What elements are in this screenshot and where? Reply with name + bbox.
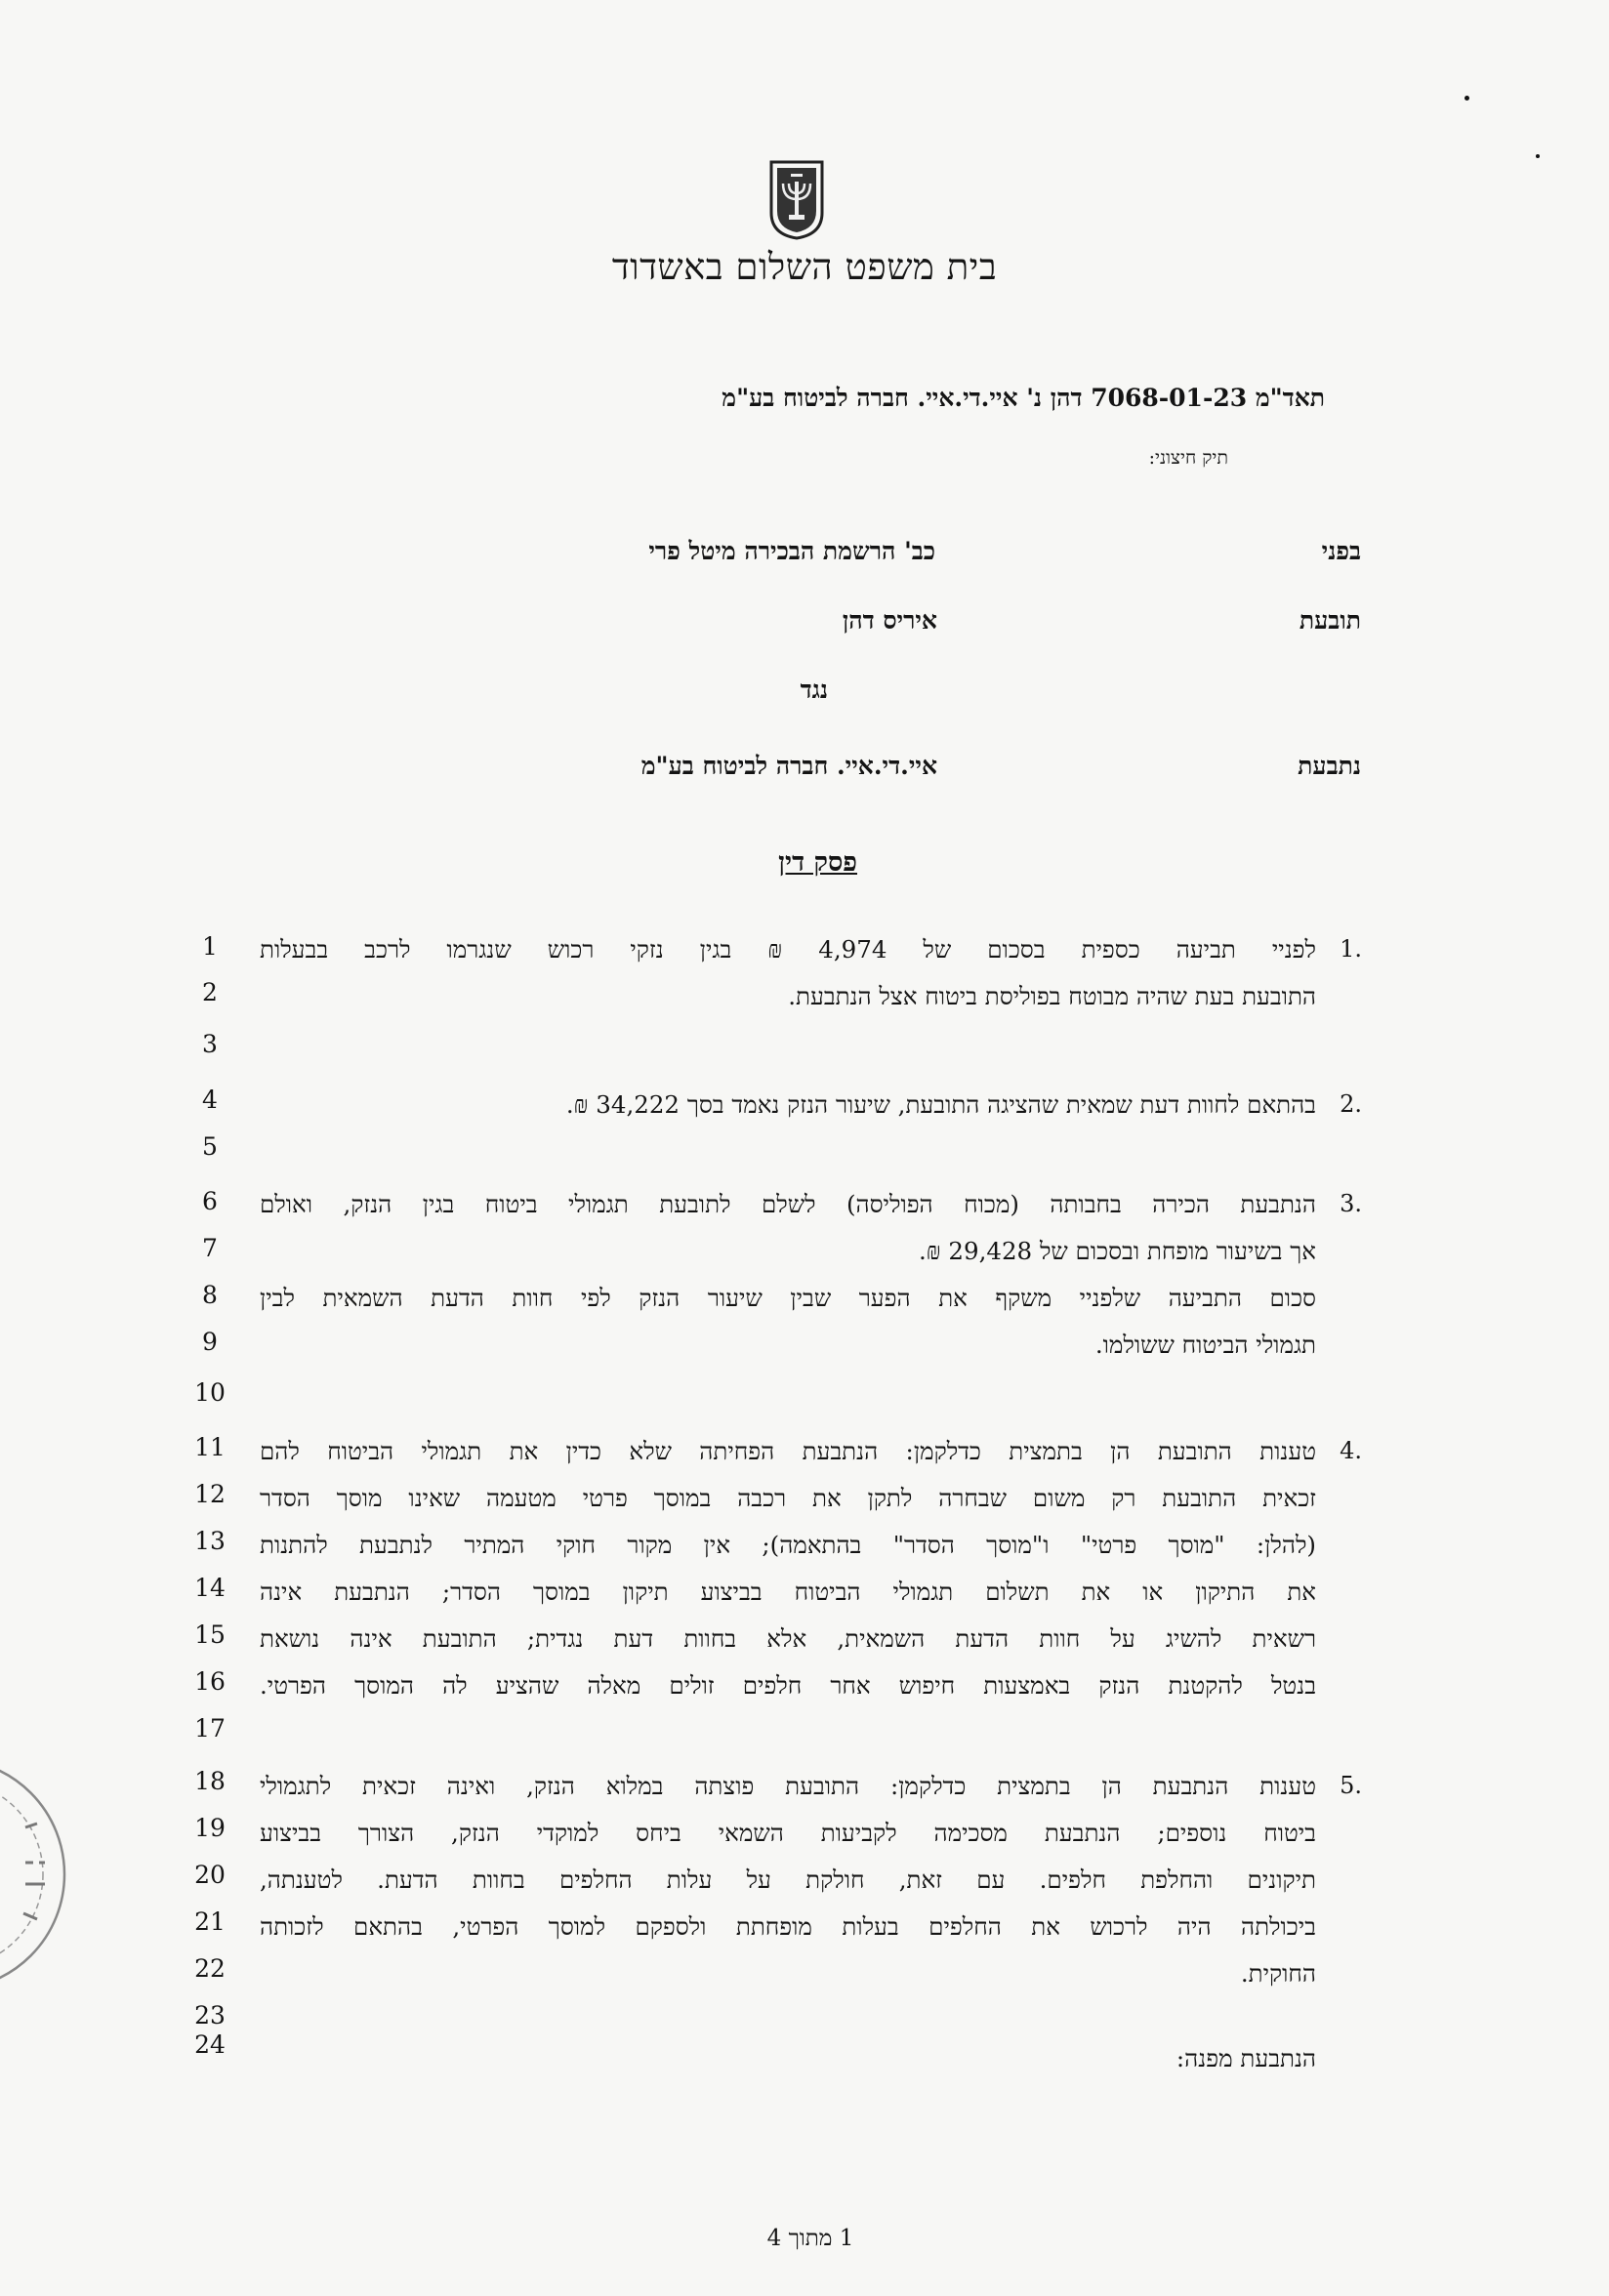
state-emblem-icon [767, 156, 826, 240]
judge-name: כב' הרשמת הבכירה מיטל פרי [648, 537, 935, 565]
paragraph-line: בהתאם לחוות דעת שמאית שהציגה התובעת, שיעור הנזק נאמד בסך 34,222 ₪. [565, 1090, 1316, 1119]
page-number: 1 מתוך 4 [766, 2226, 854, 2251]
scan-speck [1465, 96, 1469, 101]
line-number: 8 [202, 1281, 218, 1309]
paragraph-line: הנתבעת הכירה בחבותה (מכוח הפוליסה) לשלם לתובעת תגמולי ביטוח בגין הנזק, ואולם [260, 1190, 1316, 1218]
line-number: 4 [202, 1086, 218, 1114]
trailing-line: הנתבעת מפנה: [1176, 2044, 1316, 2072]
line-number: 5 [202, 1132, 218, 1161]
plaintiff-label: תובעת [1299, 606, 1361, 635]
paragraph-line: בנטל להקטנת הנזק באמצעות חיפוש אחר חלפים זולים מאלה שהציע לה המוסך הפרטי. [260, 1671, 1316, 1700]
before-label: בפני [1321, 537, 1361, 565]
paragraph-line: החוקית. [1240, 1959, 1316, 1988]
defendant-name: איי.די.איי. חברה לביטוח בע"מ [640, 752, 937, 780]
paragraph-line: רשאית להשיג על חוות הדעת השמאית, אלא בחוות דעת נגדית; התובעת אינה נושאת [260, 1624, 1316, 1653]
line-number: 1 [202, 932, 218, 961]
paragraph-line: טענות הנתבעת הן בתמצית כדלקמן: התובעת פוצתה במלוא הנזק, ואינה זכאית לתגמולי [260, 1772, 1316, 1800]
line-number: 6 [202, 1187, 218, 1215]
paragraph-line: תגמולי הביטוח ששולמו. [1094, 1331, 1316, 1359]
line-number: 24 [194, 2030, 226, 2059]
line-number: 10 [194, 1378, 226, 1407]
line-number: 15 [194, 1620, 226, 1649]
paragraph-line: זכאית התובעת רק משום שבחרה לתקן את רכבה במוסך פרטי מטעמה שאינו מוסך הסדר [260, 1484, 1316, 1512]
stamp-icon [0, 1747, 76, 2001]
line-number: 3 [202, 1030, 218, 1058]
paragraph-line: (להלן: "מוסך פרטי" ו"מוסך הסדר" בהתאמה); אין מקור חוקי המתיר לנתבעת להתנות [260, 1531, 1316, 1559]
line-number: 22 [194, 1954, 226, 1983]
paragraph-line: אך בשיעור מופחת ובסכום של 29,428 ₪. [918, 1237, 1316, 1265]
line-number: 13 [194, 1527, 226, 1555]
line-number: 12 [194, 1480, 226, 1508]
plaintiff-name: איריס דהן [842, 606, 937, 635]
paragraph-line: לפניי תביעה כספית בסכום של 4,974 ₪ בגין נזקי רכוש שנגרמו לרכב בבעלות [260, 935, 1316, 964]
line-number: 20 [194, 1861, 226, 1889]
paragraph-line: התובעת בעת שהיה מבוטח בפוליסת ביטוח אצל הנתבעת. [788, 982, 1316, 1010]
external-file-label: תיק חיצוני: [1148, 447, 1228, 469]
paragraph-number: 5. [1340, 1772, 1362, 1799]
defendant-label: נתבעת [1298, 752, 1361, 780]
line-number: 21 [194, 1907, 226, 1936]
paragraph-line: את התיקון או את תשלום תגמולי הביטוח בביצוע תיקון במוסך הסדר; הנתבעת אינה [260, 1578, 1316, 1606]
paragraph-line: סכום התביעה שלפניי משקף את הפער שבין שיעור הנזק לפי חוות הדעת השמאית לבין [260, 1284, 1316, 1312]
line-number: 17 [194, 1714, 226, 1742]
paragraph-line: טענות התובעת הן בתמצית כדלקמן: הנתבעת הפחיתה שלא כדין את תגמולי הביטוח להם [260, 1437, 1316, 1465]
paragraph-line: ביכולתה היה לרכוש את החלפים בעלות מופחתת ולספקם למוסך הפרטי, בהתאם לזכותה [260, 1912, 1316, 1941]
paragraph-number: 1. [1340, 935, 1362, 963]
line-number: 16 [194, 1667, 226, 1696]
paragraph-number: 2. [1340, 1090, 1362, 1118]
line-number: 11 [194, 1433, 226, 1461]
versus-label: נגד [800, 676, 828, 704]
court-name: בית משפט השלום באשדוד [611, 246, 998, 288]
line-number: 9 [202, 1328, 218, 1356]
case-number-line: תאד"מ 7068-01-23 דהן נ' איי.די.איי. חברה לביטוח בע"מ [722, 384, 1325, 412]
paragraph-line: תיקונים והחלפת חלפים. עם זאת, חולקת על עלות החלפים בחוות הדעת. לטענתה, [260, 1866, 1316, 1894]
line-number: 18 [194, 1767, 226, 1795]
line-number: 14 [194, 1574, 226, 1602]
line-number: 23 [194, 2001, 226, 2030]
paragraph-line: ביטוח נוספים; הנתבעת מסכימה לקביעות השמאי ביחס למוקדי הנזק, הצורך בביצוע [260, 1819, 1316, 1847]
line-number: 7 [202, 1234, 218, 1262]
line-number: 2 [202, 978, 218, 1006]
paragraph-number: 3. [1340, 1190, 1362, 1217]
document-title: פסק דין [778, 847, 857, 878]
line-number: 19 [194, 1814, 226, 1842]
paragraph-number: 4. [1340, 1437, 1362, 1464]
scan-speck [1536, 154, 1540, 158]
